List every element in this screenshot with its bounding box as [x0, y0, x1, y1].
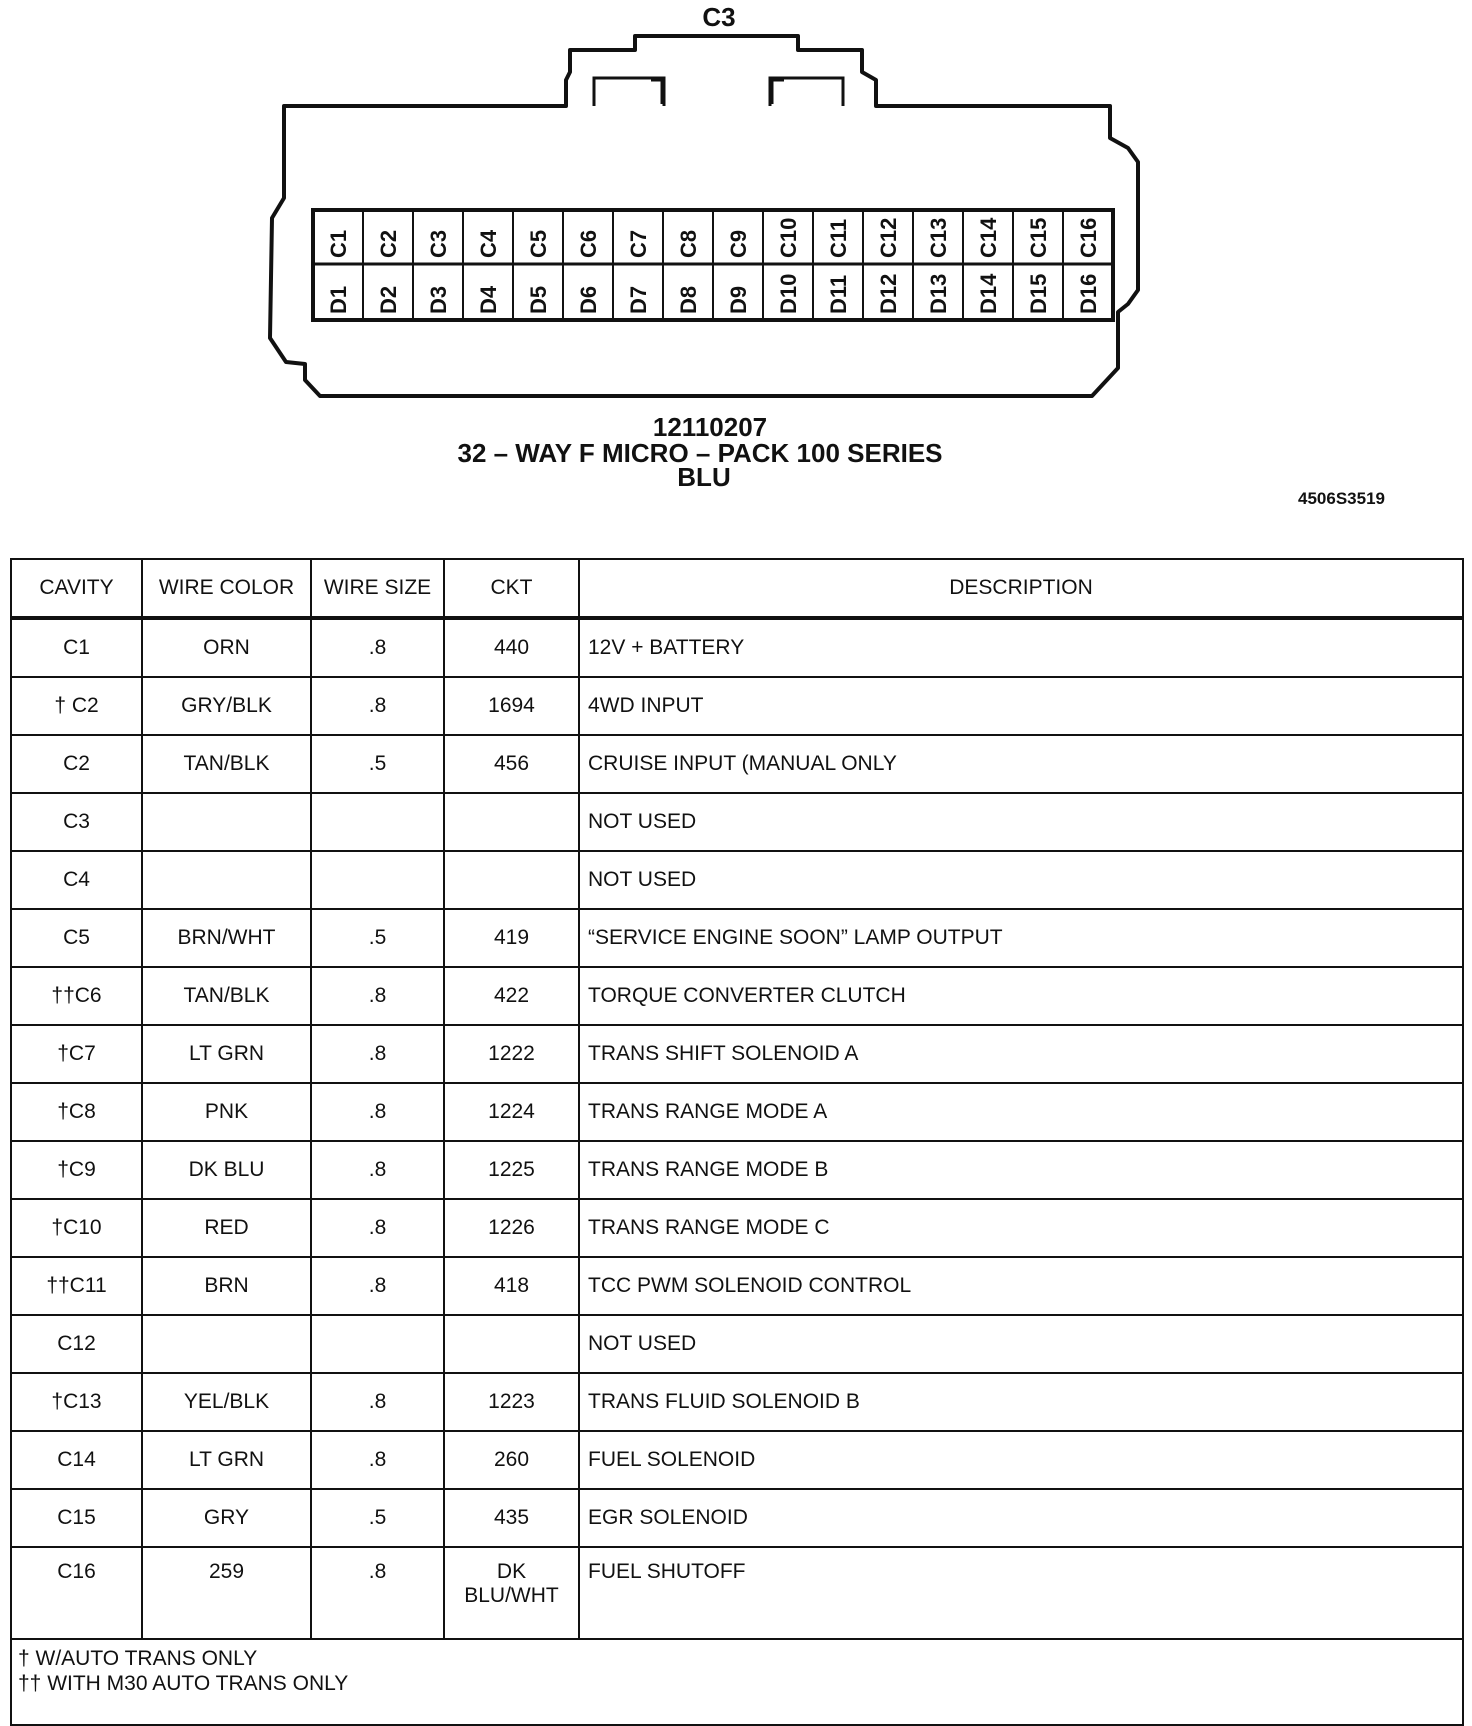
pin-label-bottom: D6 [576, 285, 601, 314]
cell-cavity: C12 [11, 1315, 142, 1373]
pinout-table [10, 558, 1464, 1726]
table-row [11, 1431, 1463, 1489]
table-row [11, 1373, 1463, 1431]
pin-label-bottom: D14 [976, 273, 1001, 314]
cell-description: 12V + BATTERY [579, 618, 1463, 677]
cell-description: NOT USED [579, 1315, 1463, 1373]
cell-ckt: 260 [444, 1431, 579, 1489]
cell-cavity: †C7 [11, 1025, 142, 1083]
cell-cavity: ††C6 [11, 967, 142, 1025]
cell-wire-color: RED [142, 1199, 311, 1257]
pin-label-bottom: D7 [626, 285, 651, 314]
cell-ckt [444, 1547, 579, 1639]
pin-label-top: C10 [776, 217, 801, 258]
cell-wire-size [311, 851, 444, 909]
pin-label-bottom: D2 [376, 285, 401, 314]
cell-wire-size: .5 [311, 909, 444, 967]
cell-wire-size: .5 [311, 735, 444, 793]
cell-ckt: 1225 [444, 1141, 579, 1199]
left-latch-slot [594, 78, 664, 106]
pin-label-bottom: D15 [1026, 273, 1051, 314]
pin-label-bottom: D5 [526, 285, 551, 314]
right-latch-slot [770, 78, 843, 106]
cell-cavity: C4 [11, 851, 142, 909]
cell-wire-size: .8 [311, 1199, 444, 1257]
cell-wire-size [311, 1315, 444, 1373]
connector-diagram [0, 0, 1472, 520]
cell-ckt [444, 851, 579, 909]
table-row [11, 1489, 1463, 1547]
footnote-cell [11, 1639, 1463, 1725]
cell-ckt: 440 [444, 618, 579, 677]
table-row [11, 909, 1463, 967]
pin-label-top: C1 [326, 229, 351, 258]
table-row [11, 1083, 1463, 1141]
connector-type: 32 – WAY F MICRO – PACK 100 SERIES [457, 438, 943, 468]
footnote-m30-auto-trans: †† WITH M30 AUTO TRANS ONLY [18, 1672, 349, 1695]
pin-label-top: C5 [526, 229, 551, 258]
cell-wire-color: GRY/BLK [142, 677, 311, 735]
cell-wire-color [142, 1315, 311, 1373]
pin-label-bottom: D8 [676, 285, 701, 314]
cell-ckt-line2: BLU/WHT [464, 1584, 559, 1607]
pin-label-top: C9 [726, 229, 751, 258]
pin-label-bottom: D16 [1076, 273, 1101, 314]
cell-wire-color: YEL/BLK [142, 1373, 311, 1431]
cell-description: CRUISE INPUT (MANUAL ONLY [579, 735, 1463, 793]
cell-wire-size: .8 [311, 1547, 444, 1639]
cell-ckt: 1224 [444, 1083, 579, 1141]
header-wire-size: WIRE SIZE [311, 559, 444, 618]
pin-label-top: C8 [676, 229, 701, 258]
cell-ckt: 1226 [444, 1199, 579, 1257]
cell-wire-color: ORN [142, 618, 311, 677]
cell-ckt: 418 [444, 1257, 579, 1315]
pin-label-bottom: D9 [726, 285, 751, 314]
cell-wire-size [311, 793, 444, 851]
pin-label-top: C13 [926, 217, 951, 258]
pin-label-bottom: D4 [476, 285, 501, 314]
table-row [11, 1025, 1463, 1083]
connector-color: BLU [677, 462, 731, 492]
cell-ckt: 1222 [444, 1025, 579, 1083]
cell-wire-size: .8 [311, 618, 444, 677]
pin-label-top: C15 [1026, 217, 1051, 258]
cell-cavity: C3 [11, 793, 142, 851]
pin-label-top: C16 [1076, 217, 1101, 258]
connector-face-svg [0, 0, 1472, 520]
left-latch-tab [651, 80, 662, 104]
pin-label-top: C2 [376, 229, 401, 258]
pin-label-top: C4 [476, 229, 501, 258]
table-row [11, 1141, 1463, 1199]
cell-cavity: C2 [11, 735, 142, 793]
cell-wire-color: DK BLU [142, 1141, 311, 1199]
pin-label-bottom: D11 [826, 274, 851, 314]
cell-wire-color: PNK [142, 1083, 311, 1141]
cell-ckt: 1694 [444, 677, 579, 735]
cell-ckt: 1223 [444, 1373, 579, 1431]
table-row [11, 735, 1463, 793]
cell-ckt [444, 793, 579, 851]
table-row [11, 851, 1463, 909]
header-description: DESCRIPTION [579, 559, 1463, 618]
cell-cavity: C5 [11, 909, 142, 967]
pin-label-top: C3 [426, 229, 451, 258]
cell-wire-color: LT GRN [142, 1431, 311, 1489]
cell-wire-color: BRN [142, 1257, 311, 1315]
cell-cavity: C1 [11, 618, 142, 677]
pin-label-top: C11 [826, 218, 851, 258]
cell-wire-color: GRY [142, 1489, 311, 1547]
cell-ckt: 456 [444, 735, 579, 793]
pin-label-top: C12 [876, 217, 901, 258]
cell-wire-size: .8 [311, 1373, 444, 1431]
table-row [11, 677, 1463, 735]
header-ckt: CKT [444, 559, 579, 618]
cell-cavity: †C10 [11, 1199, 142, 1257]
cell-description: FUEL SHUTOFF [579, 1547, 1463, 1639]
cell-wire-size: .8 [311, 1141, 444, 1199]
connector-body-outline [270, 36, 1138, 396]
cell-description: TRANS FLUID SOLENOID B [579, 1373, 1463, 1431]
cell-ckt [444, 1315, 579, 1373]
cell-wire-size: .8 [311, 1257, 444, 1315]
pin-label-bottom: D12 [876, 273, 901, 314]
cell-wire-color: TAN/BLK [142, 735, 311, 793]
cell-ckt: 419 [444, 909, 579, 967]
cell-wire-size: .8 [311, 1083, 444, 1141]
cell-description: NOT USED [579, 793, 1463, 851]
cell-cavity: †C9 [11, 1141, 142, 1199]
pin-label-bottom: D3 [426, 285, 451, 314]
cell-wire-color [142, 851, 311, 909]
footnote-auto-trans: † W/AUTO TRANS ONLY [18, 1647, 258, 1670]
pin-label-bottom: D13 [926, 273, 951, 314]
table-row [11, 1257, 1463, 1315]
cell-wire-size: .8 [311, 1025, 444, 1083]
table-row [11, 1547, 1463, 1639]
cell-wire-size: .8 [311, 967, 444, 1025]
cell-description: NOT USED [579, 851, 1463, 909]
pinout-table-wrapper [10, 558, 1462, 1726]
cell-wire-color: TAN/BLK [142, 967, 311, 1025]
cell-cavity: †C8 [11, 1083, 142, 1141]
cell-description: TRANS RANGE MODE A [579, 1083, 1463, 1141]
cell-cavity: †C13 [11, 1373, 142, 1431]
cell-ckt-line1: DK [496, 1560, 527, 1583]
connector-part-number: 12110207 [652, 412, 768, 442]
right-latch-tab [772, 80, 784, 104]
header-wire-color: WIRE COLOR [142, 559, 311, 618]
cell-wire-color: LT GRN [142, 1025, 311, 1083]
cell-ckt: 435 [444, 1489, 579, 1547]
cell-wire-size: .5 [311, 1489, 444, 1547]
pin-label-bottom: D1 [326, 285, 351, 314]
cell-description: TCC PWM SOLENOID CONTROL [579, 1257, 1463, 1315]
footnote-row [11, 1639, 1463, 1725]
pin-label-bottom: D10 [776, 273, 801, 314]
reference-code: 4506S3519 [1298, 489, 1385, 508]
cell-description: “SERVICE ENGINE SOON” LAMP OUTPUT [579, 909, 1463, 967]
cell-wire-size: .8 [311, 677, 444, 735]
table-row [11, 1315, 1463, 1373]
cell-wire-color [142, 793, 311, 851]
pin-label-top: C7 [626, 229, 651, 258]
table-body [11, 618, 1463, 1725]
table-header-row [11, 559, 1463, 618]
cell-description: TRANS SHIFT SOLENOID A [579, 1025, 1463, 1083]
cell-cavity: † C2 [11, 677, 142, 735]
cell-cavity: C15 [11, 1489, 142, 1547]
pin-label-top: C6 [576, 229, 601, 258]
cell-wire-color: BRN/WHT [142, 909, 311, 967]
cell-wire-size: .8 [311, 1431, 444, 1489]
cell-wire-color: 259 [142, 1547, 311, 1639]
cell-cavity: C16 [11, 1547, 142, 1639]
cell-description: TORQUE CONVERTER CLUTCH [579, 967, 1463, 1025]
header-cavity: CAVITY [11, 559, 142, 618]
cell-description: TRANS RANGE MODE B [579, 1141, 1463, 1199]
cell-description: 4WD INPUT [579, 677, 1463, 735]
table-row [11, 967, 1463, 1025]
table-row [11, 1199, 1463, 1257]
table-row [11, 618, 1463, 677]
pin-label-top: C14 [976, 217, 1001, 258]
connector-top-label: C3 [702, 2, 736, 32]
cell-ckt: 422 [444, 967, 579, 1025]
table-row [11, 793, 1463, 851]
cell-description: TRANS RANGE MODE C [579, 1199, 1463, 1257]
cell-cavity: C14 [11, 1431, 142, 1489]
cell-description: EGR SOLENOID [579, 1489, 1463, 1547]
cell-description: FUEL SOLENOID [579, 1431, 1463, 1489]
cell-cavity: ††C11 [11, 1257, 142, 1315]
